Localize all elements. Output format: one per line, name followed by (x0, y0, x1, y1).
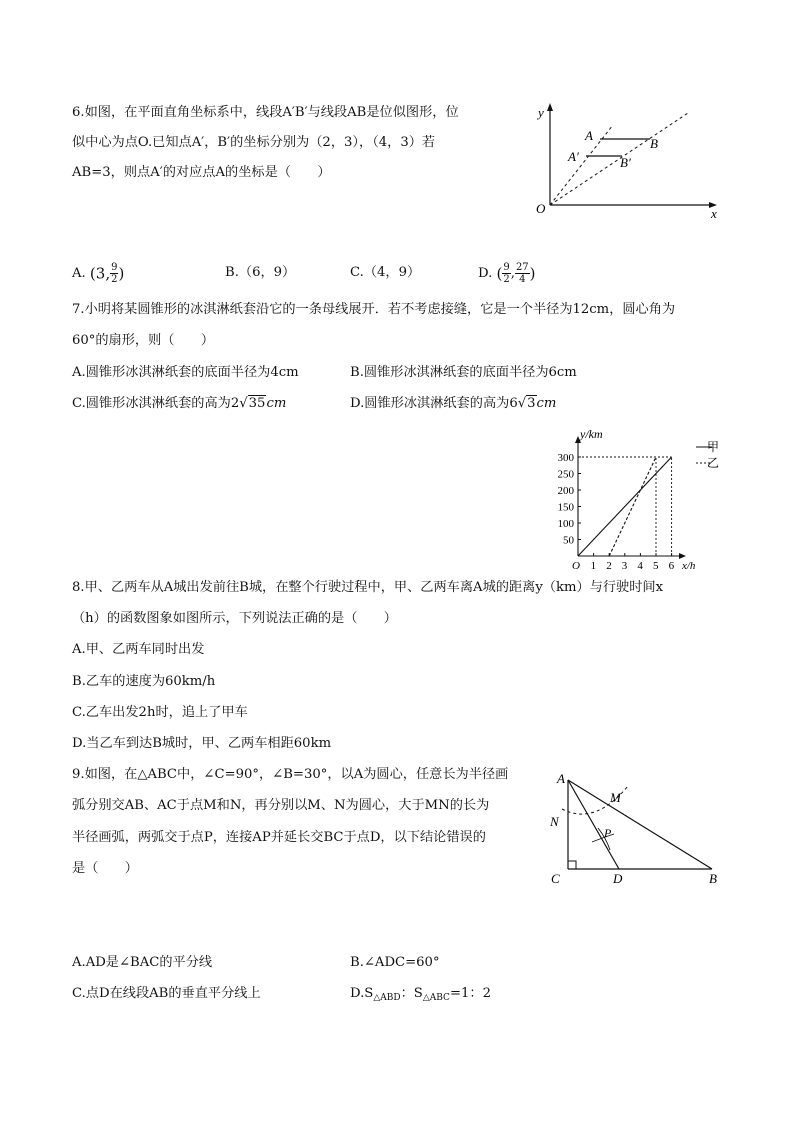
x-axis-arrow (679, 553, 686, 559)
q9-line1: 9.如图，在△ABC中，∠C=90°，∠B=30°，以A为圆心，任意长为半径画 (72, 767, 509, 782)
q9-option-d: $D.S_{\triangle ABD}$：$S_{\triangle ABC}=1$：2 (350, 986, 491, 1003)
q8-line1: 8.甲、乙两车从A城出发前往B城，在整个行驶过程中，甲、乙两车离A城的距离y（km）与行驶时间x (72, 580, 664, 595)
q7-line1: 7.小明将某圆锥形的冰淇淋纸套沿它的一条母线展开．若不考虑接缝，它是一个半径为12cm，圆心角为 (72, 302, 676, 317)
q6-fig-b: B (650, 136, 658, 151)
q9-fig-d: D (613, 871, 623, 886)
q6-option-d: D. ( $\frac{9}{2}$ , $\frac{27}{4}$ ) (478, 262, 536, 285)
q8-line2: （h）的函数图象如图所示，下列说法正确的是（ ） (72, 611, 397, 626)
q9-line4: 是（ ） (72, 861, 138, 876)
q8-chart (540, 425, 720, 575)
x-tick-label: 6 (668, 560, 675, 572)
q7-option-b: B.圆锥形冰淇淋纸套的底面半径为6cm (350, 365, 577, 380)
q6-line3: AB=3，则点A′的对应点A的坐标是（ ） (72, 165, 331, 180)
q6-fig-b2: B′ (620, 155, 631, 170)
q9-fig-n: N (550, 814, 559, 829)
q7-option-d: D.圆锥形冰淇淋纸套的高为6√3cm (350, 396, 557, 411)
q6-fig-o: O (536, 201, 546, 216)
q9-fig-p: P (604, 826, 612, 840)
q6-line2: 似中心为点O.已知点A′，B′的坐标分别为（2，3），（4，3）若 (72, 135, 436, 150)
q7-option-a: A.圆锥形冰淇淋纸套的底面半径为4cm (72, 365, 299, 380)
q7-line2: 60°的扇形，则（ ） (72, 333, 215, 348)
x-tick-label: 1 (590, 560, 597, 572)
q6-fig-a2: A′ (568, 149, 579, 164)
q8-option-a: A.甲、乙两车同时出发 (72, 642, 205, 657)
y-tick-label: 300 (557, 452, 574, 464)
q6-option-b: B.（6，9） (225, 265, 296, 280)
y-tick-label: 150 (557, 501, 574, 514)
x-tick-label: 4 (637, 560, 643, 572)
q9-fig-c: C (551, 871, 560, 886)
q6-option-c: C.（4，9） (350, 265, 421, 280)
legend-label-1: 甲 (707, 440, 720, 454)
series-line-1 (578, 457, 672, 556)
series-line-2 (609, 457, 656, 556)
q9-line2: 弧分别交AB、AC于点M和N，再分别以M、N为圆心，大于MN的长为 (72, 798, 490, 813)
q9-figure (540, 766, 730, 886)
y-tick-label: 250 (557, 468, 574, 481)
q6-figure (528, 95, 728, 225)
origin-label: O (572, 560, 580, 572)
x-tick-label: 3 (621, 560, 628, 572)
q8-option-c: C.乙车出发2h时，追上了甲车 (72, 705, 248, 720)
y-tick-label: 50 (563, 534, 574, 547)
q6-line1: 6.如图，在平面直角坐标系中，线段A′B′与线段AB是位似图形，位 (72, 105, 459, 120)
q8-option-b: B.乙车的速度为60km/h (72, 674, 216, 689)
q6-option-a: A. (3, $\frac{9}{2}$ ) (72, 262, 125, 285)
q9-fig-m: M (610, 790, 621, 805)
q6-fig-a: A (585, 128, 593, 143)
q6-fig-x: x (711, 206, 717, 221)
q9-fig-a: A (557, 771, 565, 786)
y-axis-label: y/km (580, 427, 603, 441)
q9-fig-b: B (709, 871, 717, 886)
y-tick-label: 100 (557, 518, 574, 530)
legend-label-2: 乙 (707, 456, 720, 470)
q8-option-d: D.当乙车到达B城时，甲、乙两车相距60km (72, 736, 332, 751)
q9-option-c: C.点D在线段AB的垂直平分线上 (72, 986, 261, 1001)
x-tick-label: 5 (653, 560, 659, 572)
q7-option-c: C.圆锥形冰淇淋纸套的高为2√35cm (72, 396, 287, 411)
x-axis-label: x/h (681, 560, 696, 572)
q9-line3: 半径画弧，两弧交于点P，连接AP并延长交BC于点D，以下结论错误的 (72, 830, 486, 845)
q9-option-a: A.AD是∠BAC的平分线 (72, 955, 213, 970)
y-tick-label: 200 (557, 485, 574, 497)
q9-option-b: B.∠ADC=60° (350, 955, 440, 970)
x-tick-label: 2 (606, 560, 612, 572)
q6-fig-y: y (538, 105, 544, 120)
